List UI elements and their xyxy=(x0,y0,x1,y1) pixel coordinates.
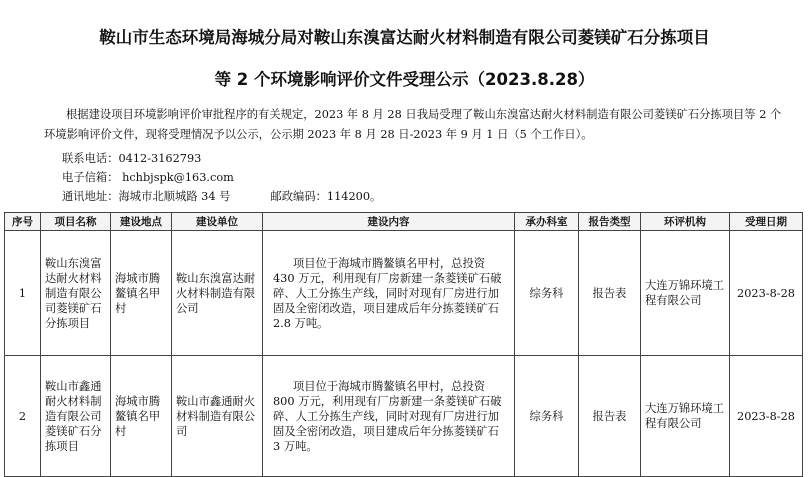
header-unit: 建设单位 xyxy=(172,213,263,231)
cell-name: 鞍山东溴富达耐火材料制造有限公司菱镁矿石分拣项目 xyxy=(41,231,111,356)
cell-type: 报告表 xyxy=(579,231,641,356)
header-date: 受理日期 xyxy=(730,213,803,231)
cell-unit: 鞍山东溴富达耐火材料制造有限公司 xyxy=(172,231,263,356)
header-no: 序号 xyxy=(5,213,41,231)
header-location: 建设地点 xyxy=(111,213,172,231)
cell-location: 海城市腾鳌镇名甲村 xyxy=(111,356,172,477)
contact-address: 通讯地址：海城市北顺城路 34 号 xyxy=(62,190,231,203)
notice-title-line1: 鞍山市生态环境局海城分局对鞍山东溴富达耐火材料制造有限公司菱镁矿石分拣项目 xyxy=(99,28,710,47)
cell-type: 报告表 xyxy=(579,356,641,477)
applications-table xyxy=(4,212,803,477)
cell-location: 海城市腾鳌镇名甲村 xyxy=(111,231,172,356)
contact-address-line xyxy=(62,188,381,204)
cell-unit: 鞍山市鑫通耐火材料制造有限公司 xyxy=(172,356,263,477)
intro-paragraph: 根据建设项目环境影响评价审批程序的有关规定，2023 年 8 月 28 日我局受理了鞍山东溴富达耐火材料制造有限公司菱镁矿石分拣项目等 2 个环境影响评价文件，现将受理情况予以公示，公示期 2023 年 8 月 28 日-2023 年 9 月 1 日（5 个工作日）。 xyxy=(44,108,782,141)
header-name: 项目名称 xyxy=(41,213,111,231)
contact-postcode: 邮政编码：114200。 xyxy=(270,190,382,203)
table-row xyxy=(5,231,803,356)
cell-dept: 综务科 xyxy=(515,231,579,356)
contact-phone: 联系电话：0412-3162793 xyxy=(62,152,202,165)
cell-content: 项目位于海城市腾鳌镇名甲村，总投资 430 万元，利用现有厂房新建一条菱镁矿石破碎、人工分拣生产线，同时对现有厂房进行加固及全密闭改造，项目建成后年分拣菱镁矿石 2.8 万吨。 xyxy=(263,231,515,356)
table-row xyxy=(5,356,803,477)
notice-title-line2: 等 2 个环境影响评价文件受理公示（2023.8.28） xyxy=(214,70,595,89)
cell-date: 2023-8-28 xyxy=(730,356,803,477)
cell-name: 鞍山市鑫通耐火材料制造有限公司菱镁矿石分拣项目 xyxy=(41,356,111,477)
cell-agency: 大连万锦环境工程有限公司 xyxy=(641,356,730,477)
header-agency: 环评机构 xyxy=(641,213,730,231)
header-type: 报告类型 xyxy=(579,213,641,231)
header-content: 建设内容 xyxy=(263,213,515,231)
cell-date: 2023-8-28 xyxy=(730,231,803,356)
contact-email: 电子信箱： hchbjspk@163.com xyxy=(62,171,234,184)
cell-no: 1 xyxy=(5,231,41,356)
table-header-row xyxy=(5,213,803,231)
header-dept: 承办科室 xyxy=(515,213,579,231)
cell-no: 2 xyxy=(5,356,41,477)
cell-content: 项目位于海城市腾鳌镇名甲村，总投资 800 万元，利用现有厂房新建一条菱镁矿石破碎、人工分拣生产线，同时对现有厂房进行加固及全密闭改造，项目建成后年分拣菱镁矿石 3 万吨。 xyxy=(263,356,515,477)
cell-agency: 大连万锦环境工程有限公司 xyxy=(641,231,730,356)
cell-dept: 综务科 xyxy=(515,356,579,477)
